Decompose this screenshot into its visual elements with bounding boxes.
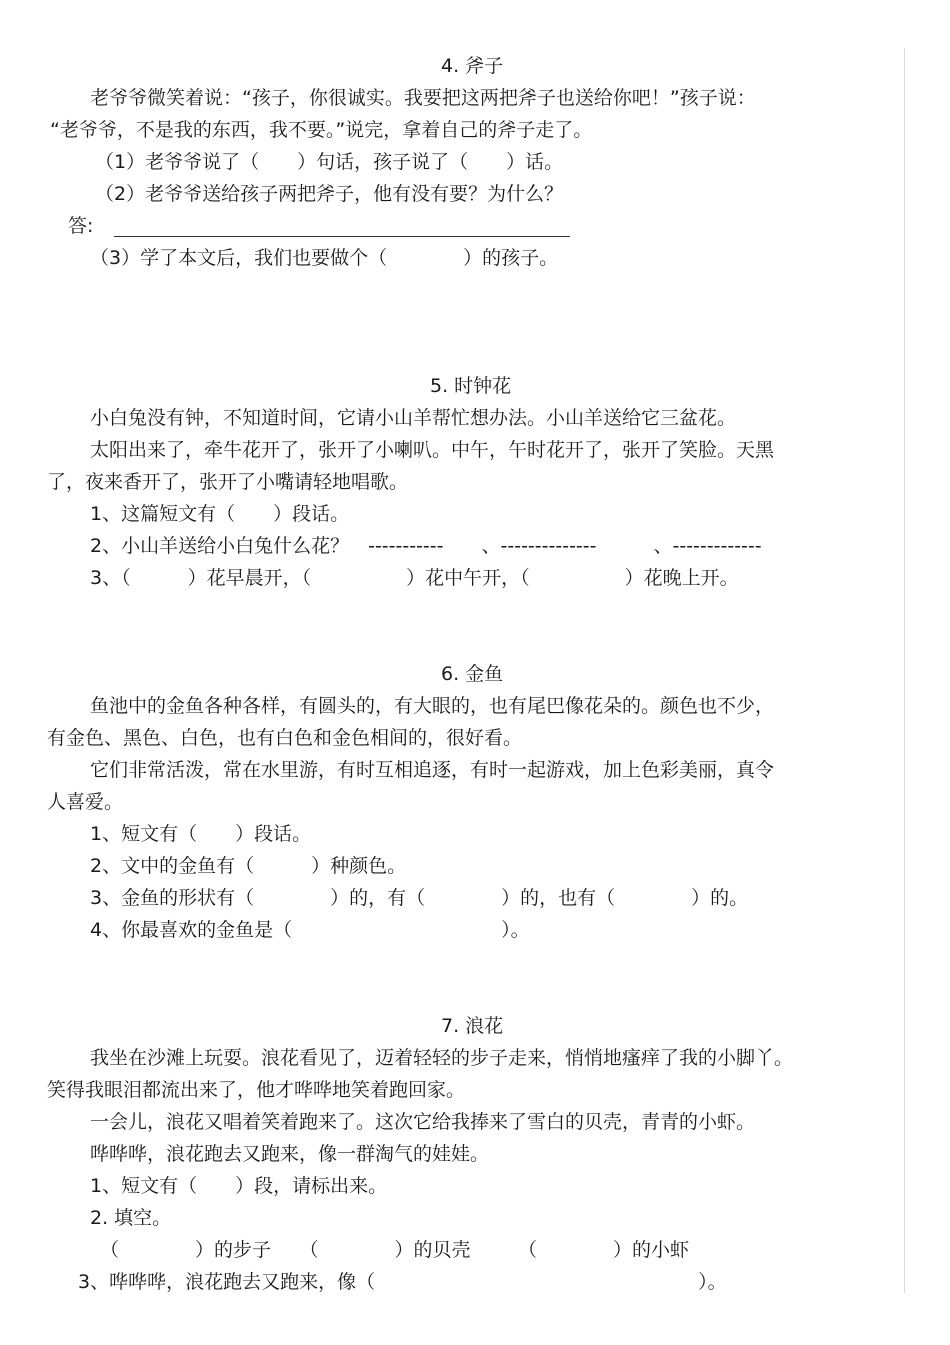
section-4-question-2: （2）老爷爷送给孩子两把斧子，他有没有要？为什么？ xyxy=(95,183,564,205)
section-6-paragraph-line: 人喜爱。 xyxy=(47,791,124,813)
section-6-question-3: 3、金鱼的形状有（ ）的，有（ ）的，也有（ ）的。 xyxy=(90,887,749,909)
section-6-question-1: 1、短文有（ ）段话。 xyxy=(90,823,312,845)
section-6-title: 6. 金鱼 xyxy=(441,663,504,685)
answer-line xyxy=(114,236,570,237)
section-6-question-2: 2、文中的金鱼有（ ）种颜色。 xyxy=(90,855,407,877)
section-7-title: 7. 浪花 xyxy=(441,1015,504,1037)
section-6-paragraph-line: 有金色、黑色、白色，也有白色和金色相间的，很好看。 xyxy=(47,727,523,749)
section-5-paragraph-line: 了，夜来香开了，张开了小嘴请轻地唱歌。 xyxy=(47,471,409,493)
section-4-paragraph-line: “老爷爷，不是我的东西，我不要。”说完，拿着自己的斧子走了。 xyxy=(50,119,593,141)
section-7-paragraph-line: 哗哗哗，浪花跑去又跑来，像一群淘气的娃娃。 xyxy=(90,1143,490,1165)
section-7-question-1: 1、短文有（ ）段，请标出来。 xyxy=(90,1175,388,1197)
section-4-paragraph-line: 老爷爷微笑着说：“孩子，你很诚实。我要把这两把斧子也送给你吧！”孩子说： xyxy=(90,87,756,109)
section-5-title: 5. 时钟花 xyxy=(430,375,512,397)
section-4-title: 4. 斧子 xyxy=(441,55,504,77)
section-7-question-2: 2. 填空。 xyxy=(90,1207,172,1229)
section-7-question-3: 3、哗哗哗，浪花跑去又跑来，像（ ）。 xyxy=(78,1271,727,1293)
section-5-question-1: 1、这篇短文有（ ）段话。 xyxy=(90,503,350,525)
section-5-question-3: 3、（ ）花早晨开，（ ）花中午开，（ ）花晚上开。 xyxy=(90,567,739,589)
section-7-paragraph-line: 笑得我眼泪都流出来了，他才哗哗地笑着跑回家。 xyxy=(47,1079,466,1101)
section-6-question-4: 4、你最喜欢的金鱼是（ ）。 xyxy=(90,919,530,941)
section-5-paragraph-line: 小白兔没有钟，不知道时间，它请小山羊帮忙想办法。小山羊送给它三盆花。 xyxy=(90,407,737,429)
answer-label: 答: xyxy=(68,215,94,237)
section-4-question-3: （3）学了本文后，我们也要做个（ ）的孩子。 xyxy=(90,247,559,269)
section-7-fill-in-blanks: （ ）的步子 （ ）的贝壳 （ ）的小虾 xyxy=(100,1239,690,1261)
section-4-question-1: （1）老爷爷说了（ ）句话，孩子说了（ ）话。 xyxy=(95,151,564,173)
section-7-paragraph-line: 一会儿，浪花又唱着笑着跑来了。这次它给我捧来了雪白的贝壳，青青的小虾。 xyxy=(90,1111,756,1133)
section-5-paragraph-line: 太阳出来了，牵牛花开了，张开了小喇叭。中午，午时花开了，张开了笑脸。天黑 xyxy=(90,439,775,461)
section-6-paragraph-line: 它们非常活泼，常在水里游，有时互相追逐，有时一起游戏，加上色彩美丽，真令 xyxy=(90,759,775,781)
section-7-paragraph-line: 我坐在沙滩上玩耍。浪花看见了，迈着轻轻的步子走来，悄悄地瘙痒了我的小脚丫。 xyxy=(90,1047,794,1069)
section-5-question-2: 2、小山羊送给小白兔什么花？ ----------- 、-------------- 、------------- xyxy=(90,535,762,557)
page-edge-line xyxy=(904,48,905,1293)
section-6-paragraph-line: 鱼池中的金鱼各种各样，有圆头的，有大眼的，也有尾巴像花朵的。颜色也不少， xyxy=(90,695,775,717)
